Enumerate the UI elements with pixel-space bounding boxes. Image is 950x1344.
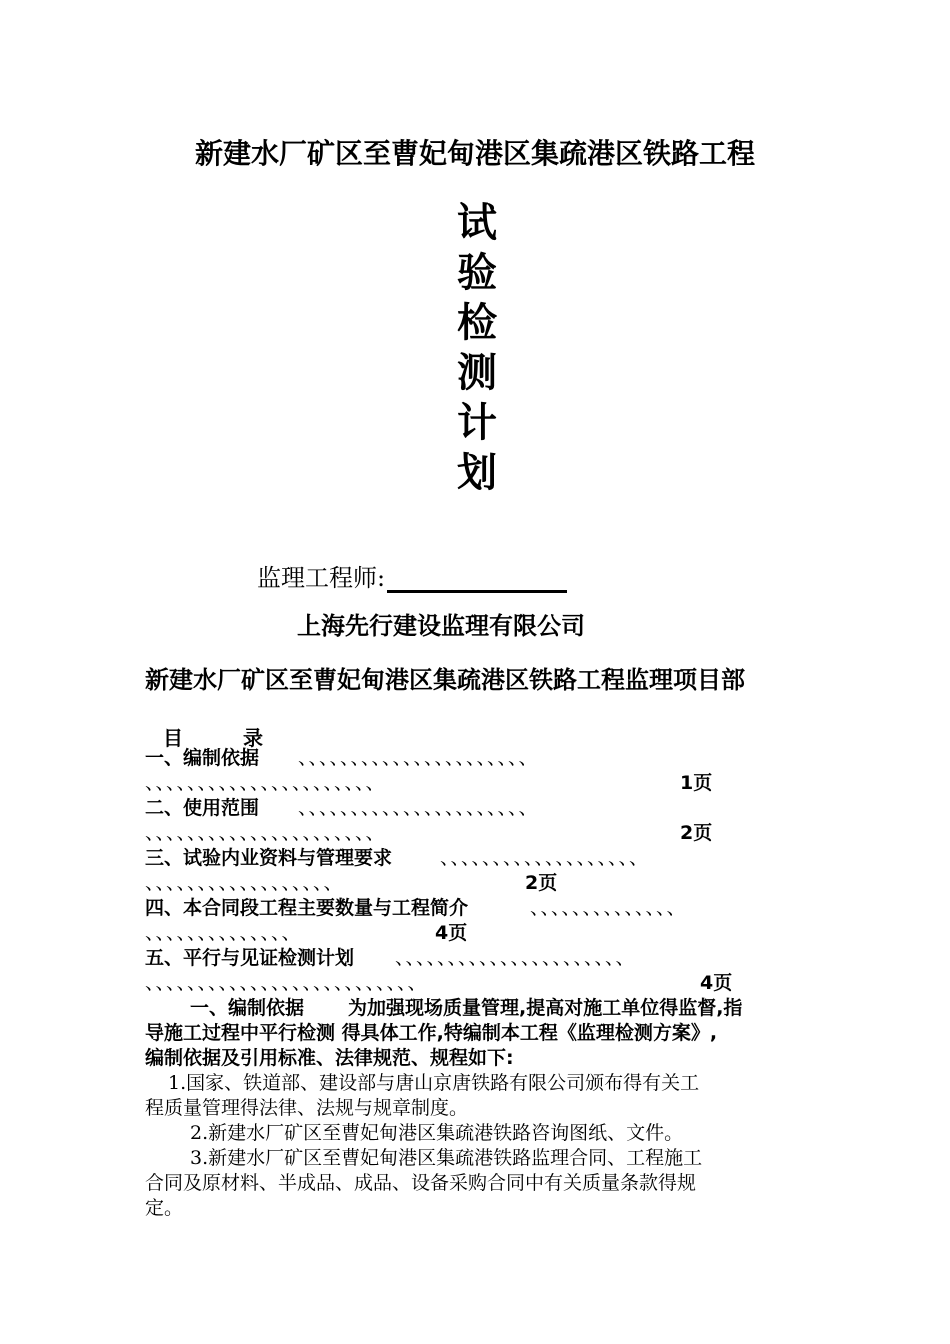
toc-item-label: 四、本合同段工程主要数量与工程简介 [145,897,469,919]
toc-item-leader: 、、、、、、、、、、、、、、、、、、、、、、、、、、 [145,972,428,994]
toc-item-page: 4页 [700,972,733,994]
toc-item-page: 4页 [435,922,468,944]
toc-item-leader: 、、、、、、、、、、、、、、、、、、、、、、 [145,822,386,844]
list-item-line: 合同及原材料、半成品、成品、设备采购合同中有关质量条款得规 [145,1172,697,1194]
list-item-line: 1.国家、铁道部、建设部与唐山京唐铁路有限公司颁布得有关工 [168,1072,700,1094]
list-item-line: 2.新建水厂矿区至曹妃甸港区集疏港铁路咨询图纸、文件。 [190,1122,684,1144]
title-char: 测 [457,350,497,396]
toc-item-label: 一、编制依据 [145,747,260,769]
paragraph-line: 为加强现场质量管理,提高对施工单位得监督,指 [348,997,743,1019]
title-char: 试 [457,200,497,246]
toc-item-leader: 、、、、、、、、、、、、、、、、、、、、、、 [145,772,386,794]
list-item-line: 程质量管理得法律、法规与规章制度。 [145,1097,469,1119]
section-heading: 一、编制依据 [190,997,305,1019]
toc-item-label: 三、试验内业资料与管理要求 [145,847,393,869]
toc-heading-right: 录 [243,726,263,750]
paragraph-line: 编制依据及引用标准、法律规范、规程如下: [145,1047,514,1069]
list-item-line: 3.新建水厂矿区至曹妃甸港区集疏港铁路监理合同、工程施工 [190,1147,703,1169]
toc-item-leader: 、、、、、、、、、、、、、、、、、、、、、、 [395,947,636,969]
toc-item-leader: 、、、、、、、、、、、、、、、、、、、、、、 [298,747,539,769]
department-name: 新建水厂矿区至曹妃甸港区集疏港区铁路工程监理项目部 [145,666,745,694]
title-char: 计 [457,400,497,446]
toc-item-label: 五、平行与见证检测计划 [145,947,355,969]
toc-item-page: 1页 [680,772,713,794]
toc-item-leader: 、、、、、、、、、、、、、、、、、、 [145,872,344,894]
company-name: 上海先行建设监理有限公司 [297,612,585,640]
toc-item-page: 2页 [680,822,713,844]
toc-item-leader: 、、、、、、、、、、、、、、、、、、、 [440,847,650,869]
toc-heading-left: 目 [163,726,183,750]
title-char: 划 [457,450,497,496]
project-title: 新建水厂矿区至曹妃甸港区集疏港区铁路工程 [194,137,755,170]
paragraph-line: 导施工过程中平行检测 得具体工作,特编制本工程《监理检测方案》, [145,1022,718,1044]
engineer-signature-line [257,558,567,593]
toc-item-leader: 、、、、、、、、、、、、、、、、、、、、、、 [298,797,539,819]
toc-item-page: 2页 [525,872,558,894]
toc-item-leader: 、、、、、、、、、、、、、、 [530,897,687,919]
toc-item-label: 二、使用范围 [145,797,260,819]
list-item-line: 定。 [145,1197,184,1219]
title-char: 验 [457,250,497,296]
toc-item-leader: 、、、、、、、、、、、、、、 [145,922,302,944]
engineer-label: 监理工程师: [257,564,386,592]
document-title [450,198,504,498]
title-char: 检 [457,300,497,346]
signature-blank [387,564,567,593]
